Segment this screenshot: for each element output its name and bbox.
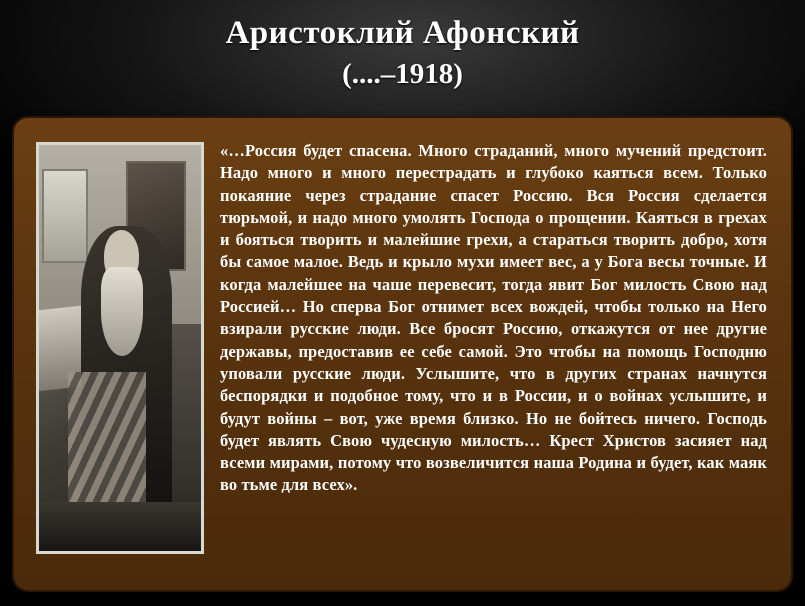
page-title: Аристоклий Афонский bbox=[225, 15, 580, 51]
photo-floor bbox=[39, 502, 201, 551]
portrait-photo bbox=[39, 145, 201, 551]
photo-window bbox=[42, 169, 88, 262]
page-subtitle-dates: (....–1918) bbox=[342, 58, 463, 90]
photo-beard bbox=[101, 267, 143, 356]
portrait-photo-frame bbox=[36, 142, 204, 554]
title-block bbox=[0, 12, 805, 94]
content-panel bbox=[14, 118, 791, 590]
content-panel-inner bbox=[22, 126, 783, 582]
quote-column bbox=[220, 140, 772, 572]
quote-text: «…Россия будет спасена. Много страданий, много мучений предстоит. Надо много и много перестрадать и глубоко каяться всем. Только покаяние через страдание спасет Россию. Вся Россия сделается тюрьмой, и надо много умолять Господа о прощении. Каяться в грехах и бояться творить и малейшие грехи, а стараться творить добро, хотя бы самое малое. Ведь и крыло мухи имеет вес, а у Бога весы точные. И когда малейшее на чаше перевесит, тогда явит Бог милость Свою над Россией… Но сперва Бог отнимет всех вождей, чтобы только на Него взирали русские люди. Все бросят Россию, откажутся от нее другие державы, предоставив ее себе самой. Это чтобы на помощь Господню уповали русские люди. Услышите, что в других странах начнутся беспорядки и подобное тому, что и в России, и о войнах услышите, и будут войны – вот, уже время близко. Но не бойтесь ничего. Господь будет являть Свою чудесную милость… Крест Христов засияет над всеми мирами, потому что возвеличится наша Родина и будет, как маяк во тьме для всех». bbox=[220, 141, 772, 495]
